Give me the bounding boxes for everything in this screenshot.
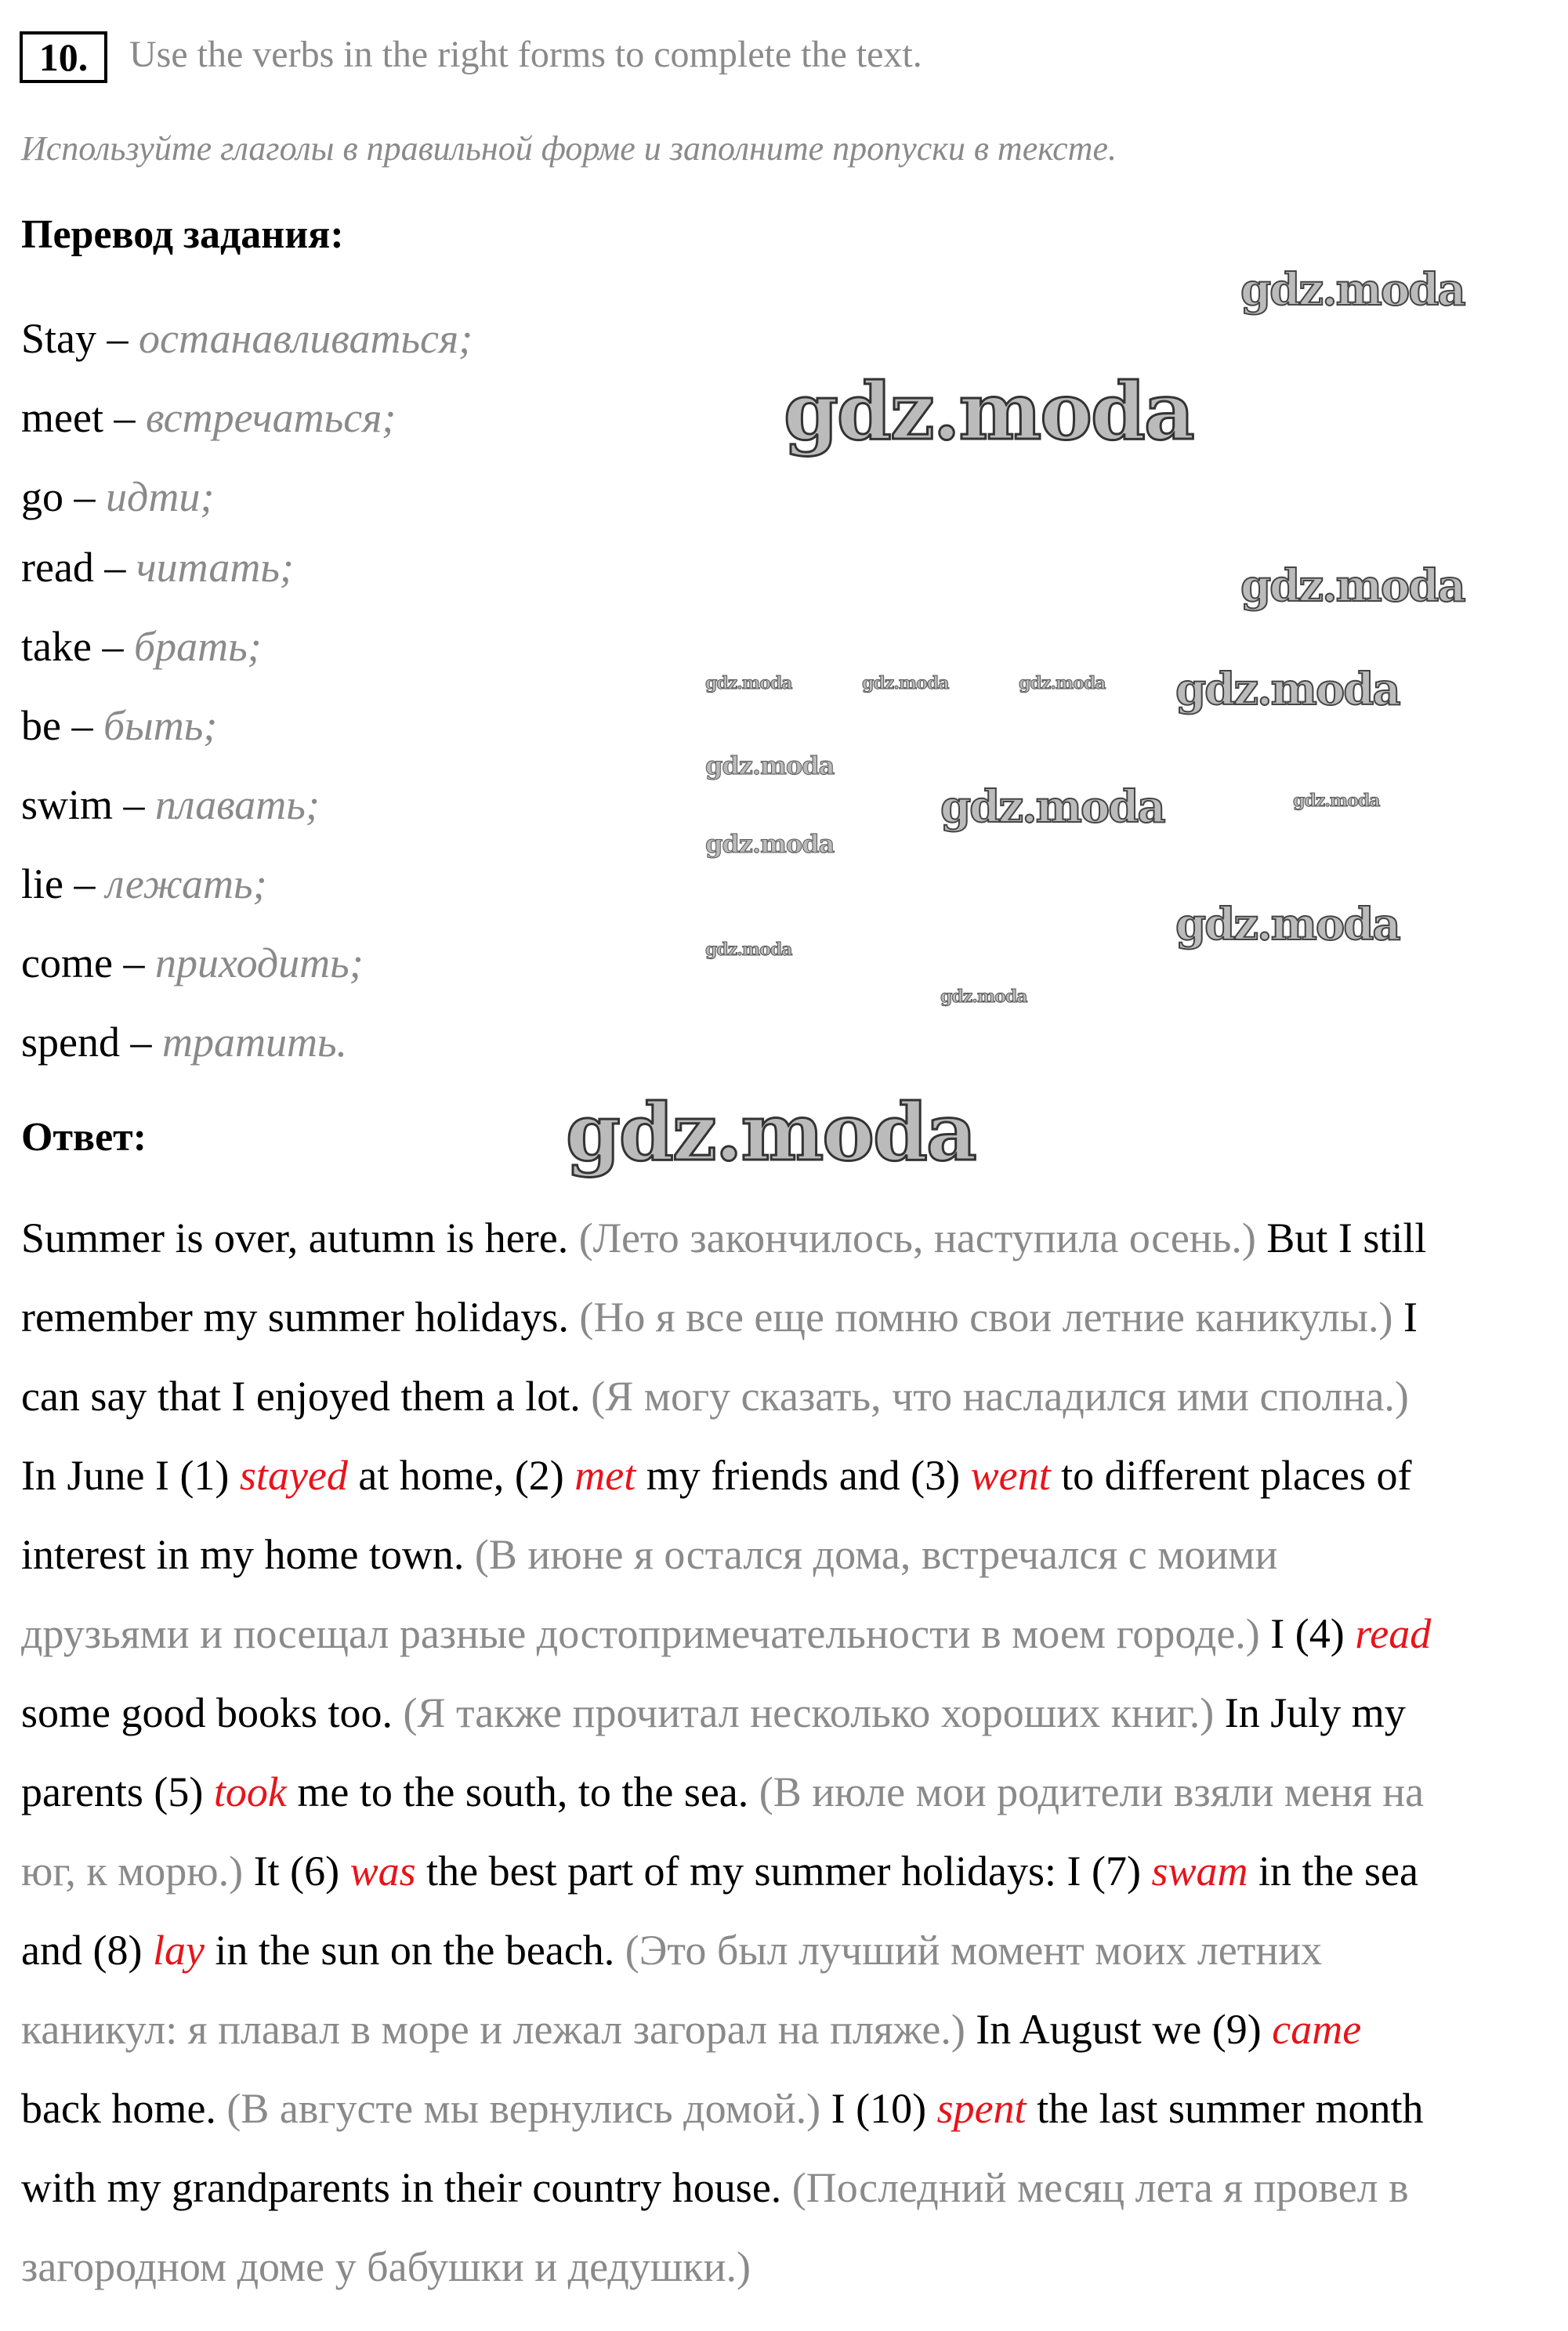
vocab-word: read [21,544,94,591]
english-text: with my grandparents in their country house. [21,2164,792,2211]
dash: – [119,1019,162,1066]
english-text: in the sun on the beach. [204,1927,625,1974]
vocab-word: lie [21,860,63,907]
watermark-logo: gdz.moda [705,829,835,859]
vocab-translation: читать; [136,544,294,591]
vocab-word: spend [21,1019,120,1066]
vocab-word: swim [21,781,114,828]
watermark-logo: gdz.moda [1175,899,1400,950]
dash: – [96,315,139,362]
english-text: remember my summer holidays. [21,1294,580,1341]
english-text: to different places of [1050,1452,1412,1499]
english-text: back home. [21,2085,227,2132]
english-text: parents (5) [21,1768,214,1815]
english-text: at home, (2) [347,1452,575,1499]
vocab-translation: брать; [133,623,262,670]
watermark-logo: gdz.moda [705,673,792,693]
english-text: I [1392,1294,1418,1341]
task-title-translation: Используйте глаголы в правильной форме и заполните пропуски в тексте. [21,129,1117,168]
vocab-item [21,619,262,674]
english-text: I (10) [820,2085,937,2132]
dash: – [91,623,134,670]
answer-line [21,1515,1557,1594]
watermark-logo: gdz.moda [862,673,949,693]
answer-line [21,1594,1557,1674]
translation-text: загородном доме у бабушки и дедушки.) [21,2243,751,2290]
watermark-logo: gdz.moda [940,781,1164,833]
english-text: me to the south, to the sea. [286,1768,759,1815]
task-number-box: 10. [20,31,107,83]
translation-text: (В августе мы вернулись домой.) [226,2085,821,2132]
vocab-word: come [21,939,113,986]
watermark-logo: gdz.moda [1240,264,1465,316]
watermark-logo: gdz.moda [1175,664,1400,715]
vocab-item [21,390,396,445]
answer-verb: took [213,1768,287,1815]
english-text: some good books too. [21,1689,404,1736]
answer-text [21,1199,1557,2307]
answer-verb: went [970,1452,1051,1499]
answer-line [21,1278,1557,1357]
vocab-item [21,311,473,366]
vocab-translation: приходить; [154,939,364,986]
dash: – [63,473,106,520]
answer-line [21,1753,1557,1832]
vocab-translation: лежать; [105,860,267,907]
translation-text: юг, к морю.) [21,1848,244,1895]
english-text: In July my [1214,1689,1406,1736]
translation-text: (Лето закончилось, наступила осень.) [578,1214,1256,1261]
answer-line [21,1832,1557,1911]
watermark-logo: gdz.moda [784,365,1193,458]
answer-verb: was [349,1848,416,1895]
english-text: interest in my home town. [21,1531,475,1578]
vocab-item [21,856,267,911]
vocab-item [21,1015,347,1070]
vocab-word: go [21,473,63,520]
vocab-word: take [21,623,92,670]
vocab-translation: встречаться; [145,394,397,441]
vocab-item [21,777,320,832]
dash: – [63,860,106,907]
english-text: the best part of my summer holidays: I (7) [415,1848,1152,1895]
answer-line [21,2069,1557,2148]
answer-line [21,1911,1557,1990]
translation-text: (Я также прочитал несколько хороших книг.) [403,1689,1215,1736]
translation-text: (В июне я остался дома, встречался с моими [474,1531,1278,1578]
english-text: I (4) [1259,1610,1356,1657]
vocab-translation: быть; [103,702,218,749]
answer-verb: read [1355,1610,1432,1657]
answer-line [21,1990,1557,2069]
answer-verb: came [1272,2006,1362,2053]
english-text: In June I (1) [21,1452,240,1499]
vocab-word: be [21,702,61,749]
watermark-logo: gdz.moda [1019,673,1106,693]
vocab-item [21,698,217,753]
vocab-translation: плавать; [155,781,320,828]
translation-text: (Это был лучший момент моих летних [625,1927,1323,1974]
watermark-logo: gdz.moda [705,939,792,960]
translation-text: (Последний месяц лета я провел в [791,2164,1409,2211]
vocab-item [21,540,294,595]
english-text: In August we (9) [965,2006,1273,2053]
vocab-word: Stay [21,315,97,362]
vocab-translation: тратить. [161,1019,348,1066]
answer-verb: spent [936,2085,1027,2132]
dash: – [93,544,136,591]
vocab-translation: останавливаться; [139,315,473,362]
english-text: and (8) [21,1927,153,1974]
english-text: in the sea [1248,1848,1418,1895]
vocab-item [21,469,214,524]
translation-text: друзьями и посещал разные достопримечательности в моем городе.) [21,1610,1260,1657]
translation-text: (В июле мои родители взяли меня на [759,1768,1425,1815]
translation-text: (Но я все еще помню свои летние каникулы.) [579,1294,1393,1341]
vocab-translation: идти; [106,473,215,520]
answer-verb: lay [152,1927,205,1974]
watermark-logo: gdz.moda [940,986,1027,1007]
task-title: Use the verbs in the right forms to complete the text. [129,34,922,75]
translation-text: каникул: я плавал в море и лежал загорал на пляже.) [21,2006,965,2053]
answer-heading: Ответ: [21,1115,147,1160]
watermark-logo: gdz.moda [1293,791,1380,811]
answer-line [21,1436,1557,1515]
dash: – [112,939,155,986]
english-text: It (6) [243,1848,350,1895]
vocab-word: meet [21,394,103,441]
answer-verb: stayed [239,1452,348,1499]
answer-line [21,2148,1557,2228]
answer-verb: swam [1151,1848,1248,1895]
answer-line [21,1199,1557,1278]
watermark-logo: gdz.moda [566,1086,976,1178]
watermark-logo: gdz.moda [705,751,835,780]
answer-verb: met [574,1452,636,1499]
translation-text: (Я могу сказать, что насладился ими сполна.) [591,1373,1409,1420]
english-text: Summer is over, autumn is here. [21,1214,579,1261]
english-text: the last summer month [1026,2085,1424,2132]
dash: – [60,702,103,749]
answer-line [21,2228,1557,2307]
vocab-item [21,936,364,990]
english-text: But I still [1255,1214,1427,1261]
dash: – [103,394,146,441]
english-text: my friends and (3) [636,1452,971,1499]
dash: – [113,781,156,828]
english-text: can say that I enjoyed them a lot. [21,1373,592,1420]
answer-line [21,1357,1557,1436]
watermark-logo: gdz.moda [1240,560,1465,612]
answer-line [21,1674,1557,1753]
translation-heading: Перевод задания: [21,212,344,257]
